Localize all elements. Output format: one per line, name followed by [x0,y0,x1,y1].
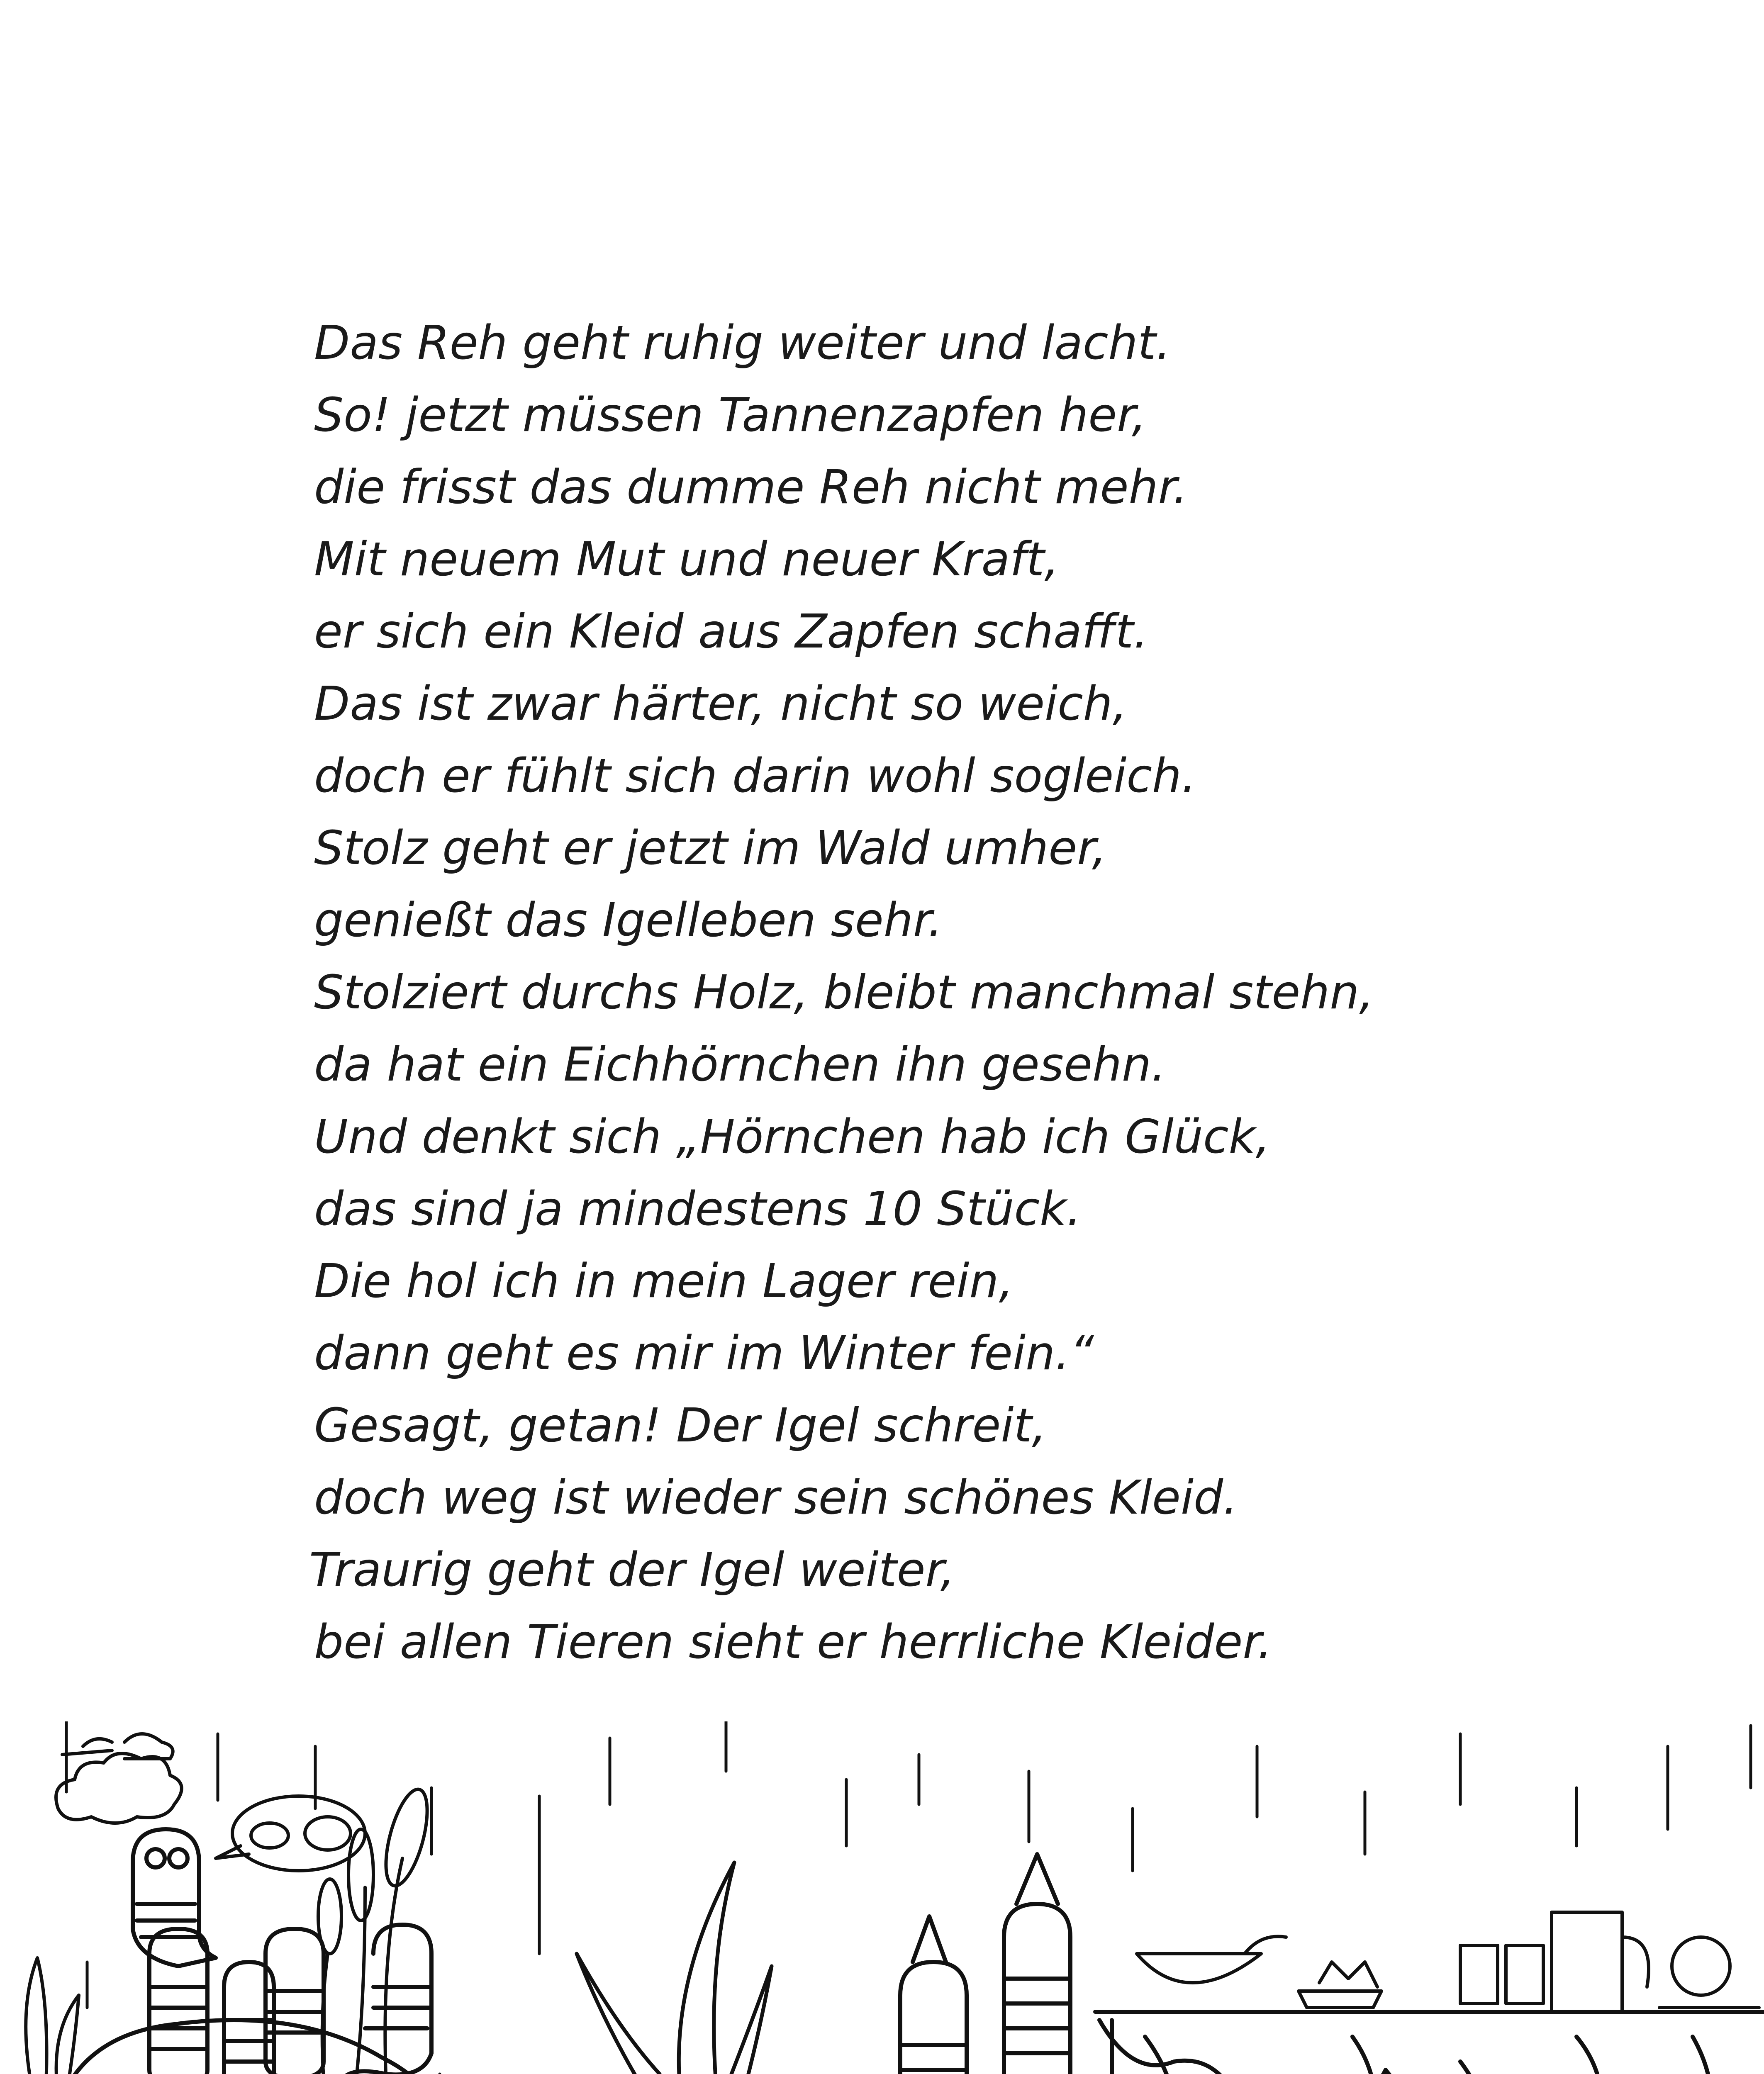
table-items [1137,1912,1759,2012]
poem-line: bei allen Tieren sieht er herrliche Kleider. [314,1615,1272,1669]
worm-with-glasses [133,1829,216,1966]
rain-lines [25,1721,1751,2074]
leaf-plant [577,1862,772,2074]
poem-line: Mit neuem Mut und neuer Kraft, [314,533,1060,587]
poem-text [309,307,1642,1678]
poem-line: da hat ein Eichhörnchen ihn gesehn. [314,1038,1166,1092]
poem-line: doch weg ist wieder sein schönes Kleid. [314,1471,1238,1525]
grass-left [26,1958,79,2074]
buffet-table [1095,2012,1764,2074]
poem-line: Und denkt sich „Hörnchen hab ich Glück, [314,1110,1271,1164]
poem-line: Gesagt, getan! Der Igel schreit, [314,1399,1047,1453]
poem-line: Stolz geht er jetzt im Wald umher, [314,821,1107,875]
poem-line: doch er fühlt sich darin wohl sogleich. [314,749,1196,803]
poem-line: Das Reh geht ruhig weiter und lacht. [314,316,1171,370]
speech-bubble [216,1796,365,1871]
poem-line: Das ist zwar härter, nicht so weich, [314,677,1128,731]
poem-line: Traurig geht der Igel weiter, [309,1543,955,1597]
worm-party-illustration [0,1721,1764,2074]
poem-line: Die hol ich in mein Lager rein, [314,1254,1014,1308]
poem-line: genießt das Igelleben sehr. [314,893,943,947]
poem-line: Stolziert durchs Holz, bleibt manchmal stehn, [314,966,1374,1020]
poem-line: er sich ein Kleid aus Zapfen schafft. [314,605,1148,659]
poem-line: das sind ja mindestens 10 Stück. [314,1182,1082,1236]
thought-cloud [56,1734,182,1823]
worm-in-wheelchair [817,1916,1070,2074]
poem-line: die frisst das dumme Reh nicht mehr. [314,460,1188,514]
poem-line: So! jetzt müssen Tannenzapfen her, [314,388,1147,442]
poem-line: dann geht es mir im Winter fein.“ [314,1327,1094,1380]
party-worm [992,1854,1070,2074]
